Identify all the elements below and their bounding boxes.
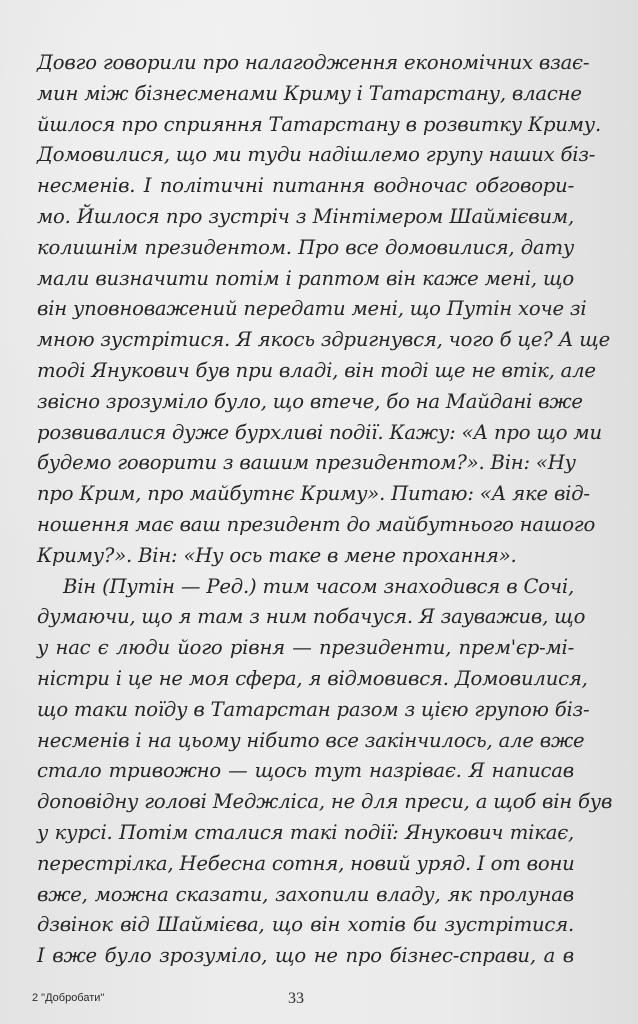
text-line: колишнім президентом. Про все домовилися, дату xyxy=(37,235,574,259)
text-line: мали визначити потім і раптом він каже мені, що xyxy=(37,266,574,290)
text-line: І вже було зрозуміло, що не про бізнес-справи, а в xyxy=(37,944,574,968)
text-line: у курсі. Потім сталися такі події: Янукович тікає, xyxy=(37,820,574,844)
text-line: Довго говорили про налагодження економічних взає- xyxy=(37,51,590,74)
text-line: вже, можна сказати, захопили владу, як пролунав xyxy=(37,882,574,906)
printer-signature: 2 "Добробати" xyxy=(32,992,105,1004)
text-line: несменів і на цьому нібито все закінчилось, але вже xyxy=(37,728,585,752)
body-text xyxy=(37,48,613,972)
text-line: будемо говорити з вашим президентом?». Він: «Ну xyxy=(37,451,576,475)
text-line: Криму?». Він: «Ну ось таке в мене прохання». xyxy=(37,543,517,567)
text-line: у нас є люди його рівня — президенти, прем'єр-мі- xyxy=(37,636,574,660)
page-number: 33 xyxy=(288,990,304,1007)
text-line: несменів. І політичні питання водночас обговори- xyxy=(37,174,574,198)
text-line: перестрілка, Небесна сотня, новий уряд. І от вони xyxy=(37,851,575,875)
text-line: мною зустрітися. Я якось здригнувся, чого б це? А ще xyxy=(37,328,611,352)
text-line: йшлося про сприяння Татарстану в розвитку Криму. xyxy=(37,112,601,136)
paragraph-1 xyxy=(37,48,611,572)
text-line: Домовилися, що ми туди надішлемо групу наших біз- xyxy=(37,143,596,167)
text-line: що таки поїду в Татарстан разом з цією групою біз- xyxy=(37,697,590,721)
text-line: тоді Янукович був при владі, він тоді ще не втік, але xyxy=(37,358,596,382)
text-line: мо. Йшлося про зустріч з Мінтімером Шаймієвим, xyxy=(37,204,574,228)
text-line: ністри і це не моя сфера, я відмовився. Домовилися, xyxy=(37,666,588,690)
text-line: про Крим, про майбутнє Криму». Питаю: «А яке від- xyxy=(37,482,590,506)
text-line: розвивалися дуже бурхливі події. Кажу: «А про що ми xyxy=(37,420,602,444)
text-line: доповідну голові Меджліса, не для преси, а щоб він був xyxy=(37,790,613,814)
text-line: думаючи, що я там з ним побачуся. Я зауважив, що xyxy=(37,605,586,629)
text-line: стало тривожно — щось тут назріває. Я написав xyxy=(37,759,574,783)
text-line: ношення має ваш президент до майбутнього нашого xyxy=(37,512,596,536)
text-line: Він (Путін — Ред.) тим часом знаходився в Сочі, xyxy=(63,574,574,598)
text-line: дзвінок від Шаймієва, що він хотів би зустрітися. xyxy=(37,913,574,937)
text-line: звісно зрозуміло було, що втече, бо на Майдані вже xyxy=(37,389,583,413)
text-line: мин між бізнесменами Криму і Татарстану, власне xyxy=(37,81,582,105)
paragraph-2 xyxy=(37,572,613,972)
text-line: він уповноважений передати мені, що Путін хоче зі xyxy=(37,297,587,321)
